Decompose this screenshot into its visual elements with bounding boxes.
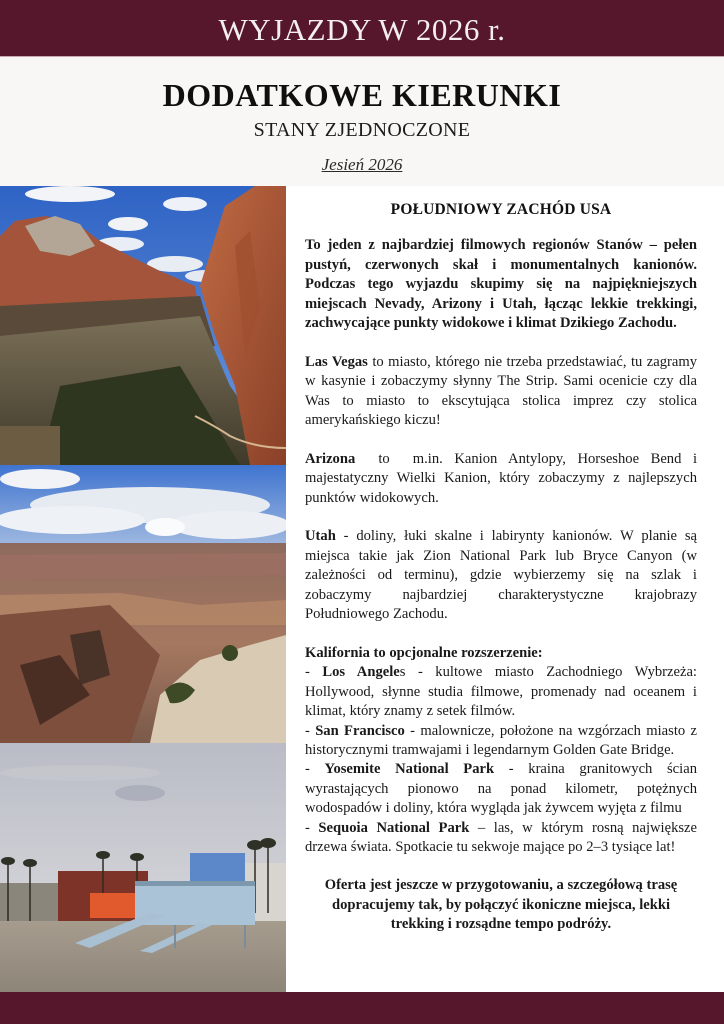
main-content [305, 200, 701, 954]
page-title: DODATKOWE KIERUNKI [162, 77, 562, 113]
top-banner [0, 0, 724, 57]
las-vegas-paragraph [305, 353, 697, 431]
page-header [0, 57, 724, 186]
place-description: - kraina granitowych ścian wyrastających pionowo na ponad kilometr, potężnych wodospadów i doliny, która wygląda jak żywcem wyjęta z filmu [305, 761, 697, 817]
place-name-suffix: s [399, 664, 406, 681]
california-heading [305, 644, 697, 663]
list-dash: - [305, 761, 325, 778]
california-item-yosemite [305, 760, 697, 818]
las-vegas-name: Las Vegas [305, 353, 368, 370]
place-description: - malownicze, położone na wzgórzach miasto z historycznymi tramwajami i legendarnym Golden Gate Bridge. [305, 722, 697, 758]
season-label: Jesień 2026 [321, 155, 403, 174]
beach-lifeguard-tower-photo [0, 743, 286, 992]
beach-image [0, 743, 286, 992]
place-description: - kultowe miasto Zachodniego Wybrzeża: Hollywood, słynne studia filmowe, promenady nad oceanem i klimat, który znamy z setek filmów. [305, 664, 697, 720]
place-name: Los Angele [322, 664, 400, 681]
list-dash: - [305, 722, 316, 739]
banner-title: WYJAZDY W 2026 r. [218, 12, 506, 47]
bottom-banner [0, 992, 724, 1024]
page-subtitle: STANY ZJEDNOCZONE [253, 119, 471, 141]
section-title: POŁUDNIOWY ZACHÓD USA [390, 201, 612, 218]
california-item-san-francisco [305, 722, 697, 761]
list-dash: - [305, 819, 319, 836]
arizona-text: to m.in. Kanion Antylopy, Horseshoe Bend i majestatyczny Wielki Kanion, który zobaczymy z najlepszych punktów widokowych. [305, 450, 701, 506]
california-section [305, 644, 697, 857]
list-dash: - [305, 664, 323, 681]
zion-canyon-photo [0, 186, 286, 465]
california-heading-text: Kalifornia to opcjonalne rozszerzenie: [305, 644, 543, 661]
utah-text: - doliny, łuki skalne i labirynty kanionów. W planie są miejsca takie jak Zion National Park lub Bryce Canyon (w zależności od terminu), gdzie wybierzemy się na szlak i zobaczymy najbardziej charakterystyczne krajobrazy Południowego Zachodu. [305, 528, 697, 623]
place-name: San Francisco [315, 722, 405, 739]
place-description: – las, w którym rosną największe drzewa świata. Spotkacie tu sekwoje mające po 2–3 tysiące lat! [305, 819, 697, 855]
photo-column [0, 186, 286, 992]
utah-paragraph [305, 527, 697, 624]
intro-paragraph: To jeden z najbardziej filmowych regionów Stanów – pełen pustyń, czerwonych skał i monumentalnych kanionów. Podczas tego wyjazdu skupimy się na najpiękniejszych miejscach Nevady, Arizony i Utah, łącząc lekkie trekkingi, zachwycające punkty widokowe i klimat Dzikiego Zachodu. [305, 237, 697, 332]
zion-canyon-image [0, 186, 286, 465]
california-item-los-angeles [305, 663, 697, 721]
grand-canyon-image [0, 465, 286, 743]
place-name: Sequoia National Park [318, 819, 470, 836]
place-name: Yosemite National Park [324, 761, 495, 778]
closing-note: Oferta jest jeszcze w przygotowaniu, a szczegółową trasę dopracujemy tak, by połączyć ikoniczne miejsca, lekki trekking i rozsądne tempo podróży. [324, 877, 678, 933]
arizona-paragraph [305, 450, 701, 508]
utah-name: Utah [305, 528, 336, 545]
arizona-name: Arizona [305, 450, 356, 467]
california-item-sequoia [305, 819, 697, 858]
las-vegas-text: to miasto, którego nie trzeba przedstawiać, tu zagramy w kasynie i zobaczymy słynny The Strip. Sami ocenicie czy dla Was to miasto to ekscytująca stolica imprez czy stolica amerykańskiego kiczu! [305, 353, 698, 429]
grand-canyon-photo [0, 465, 286, 743]
